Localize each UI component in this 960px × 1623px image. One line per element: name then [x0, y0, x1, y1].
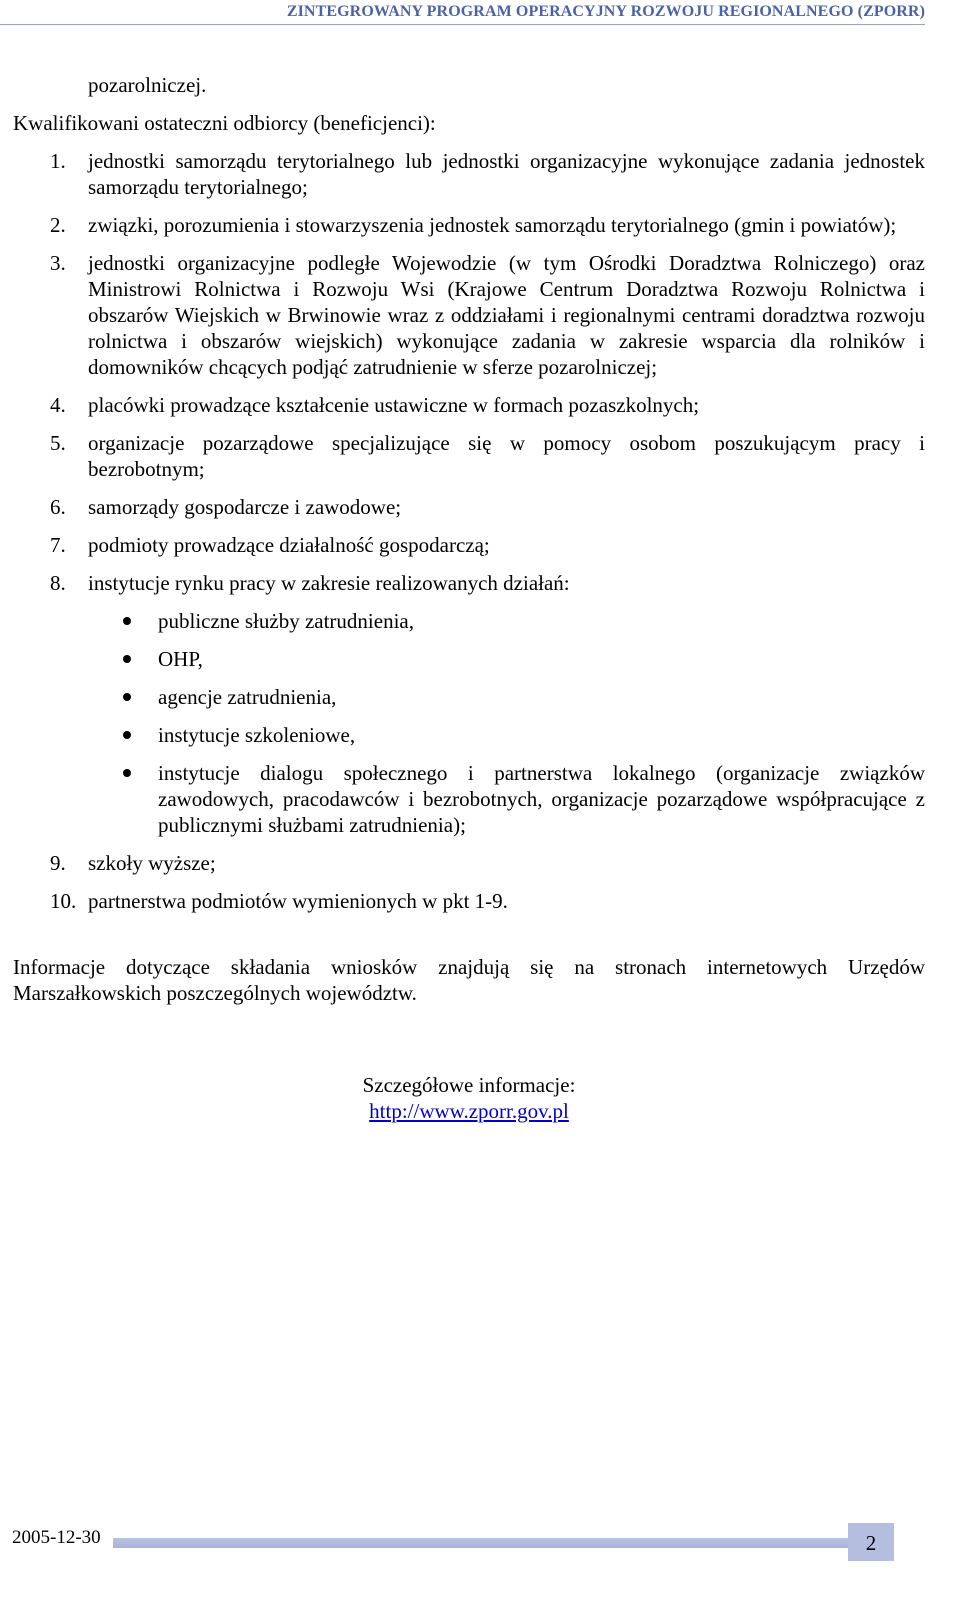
item-text: organizacje pozarządowe specjalizujące się w pomocy osobom poszukującym pracy i bezrobotnym;: [88, 431, 925, 481]
item-text: związki, porozumienia i stowarzyszenia jednostek samorządu terytorialnego (gmin i powiatów);: [88, 213, 897, 237]
item-text: jednostki samorządu terytorialnego lub jednostki organizacyjne wykonujące zadania jednostek samorządu terytorialnego;: [88, 149, 925, 199]
header-title: ZINTEGROWANY PROGRAM OPERACYJNY ROZWOJU REGIONALNEGO (ZPORR): [286, 3, 925, 20]
bullet-icon: [123, 769, 131, 777]
bullet-icon: [123, 731, 131, 739]
item-number: 2.: [50, 213, 66, 237]
intro-heading: Kwalifikowani ostateczni odbiorcy (beneficjenci):: [13, 111, 436, 135]
beneficiaries-list: [13, 148, 925, 914]
item-number: 5.: [50, 431, 66, 455]
list-item: [13, 888, 925, 914]
list-item: [13, 850, 925, 876]
footer-bar: [113, 1538, 848, 1548]
item-number: 6.: [50, 495, 66, 519]
item-text: jednostki organizacyjne podległe Wojewodzie (w tym Ośrodki Doradztwa Rolniczego) oraz Ministrowi Rolnictwa i Rozwoju Wsi (Krajowe Centrum Doradztwa Rozwoju Rolnictwa i obszarów Wiejskich w Brwinowie wraz z oddziałami i regionalnymi centrami doradztwa rozwoju rolnictwa i obszarów wiejskich) wykonujące zadania w zakresie wsparcia dla rolników i domowników chcących podjąć zatrudnienie w sferze pozarolniczej;: [88, 251, 925, 379]
continued-text: pozarolniczej.: [88, 73, 207, 97]
page-header: [0, 0, 960, 28]
item-number: 7.: [50, 533, 66, 557]
item-number: 4.: [50, 393, 66, 417]
page-footer: [0, 1522, 960, 1566]
item-text: instytucje rynku pracy w zakresie realizowanych działań:: [88, 571, 570, 595]
item-text: samorządy gospodarcze i zawodowe;: [88, 495, 402, 519]
list-item: [13, 392, 925, 418]
bullet-item: [88, 608, 925, 634]
item-text: podmioty prowadzące działalność gospodarczą;: [88, 533, 490, 557]
item-number: 1.: [50, 149, 66, 173]
document-body: [13, 72, 925, 1124]
bullet-icon: [123, 655, 131, 663]
item-text: placówki prowadzące kształcenie ustawiczne w formach pozaszkolnych;: [88, 393, 700, 417]
page-number-box: [848, 1523, 894, 1561]
bullet-item: [88, 684, 925, 710]
bullet-text: agencje zatrudnienia,: [158, 685, 337, 709]
list-item: [13, 250, 925, 380]
item-number: 3.: [50, 251, 66, 275]
bullet-icon: [123, 693, 131, 701]
item-text: szkoły wyższe;: [88, 851, 216, 875]
bullet-item: [88, 646, 925, 672]
list-item: [13, 430, 925, 482]
list-item: [13, 212, 925, 238]
item-number: 8.: [50, 571, 66, 595]
bullet-item: [88, 722, 925, 748]
item-number: 10.: [50, 889, 77, 913]
list-item: [13, 494, 925, 520]
item-text: partnerstwa podmiotów wymienionych w pkt 1-9.: [88, 889, 508, 913]
closing-paragraph: Informacje dotyczące składania wniosków znajdują się na stronach internetowych Urzędów Marszałkowskich poszczególnych województw.: [13, 955, 925, 1005]
list-item: [13, 570, 925, 838]
list-item: [13, 532, 925, 558]
zporr-website-link[interactable]: http://www.zporr.gov.pl: [369, 1099, 569, 1123]
labor-market-institutions-list: [88, 608, 925, 838]
more-info-block: [13, 1072, 925, 1124]
bullet-icon: [123, 617, 131, 625]
bullet-item: [88, 760, 925, 838]
page-number: 2: [865, 1531, 877, 1555]
footer-date: 2005-12-30: [12, 1527, 101, 1548]
bullet-text: publiczne służby zatrudnienia,: [158, 609, 414, 633]
item-number: 9.: [50, 851, 66, 875]
list-item: [13, 148, 925, 200]
bullet-text: instytucje szkoleniowe,: [158, 723, 356, 747]
bullet-text: instytucje dialogu społecznego i partnerstwa lokalnego (organizacje związków zawodowych, pracodawców i bezrobotnych, organizacje pozarządowe współpracujące z publicznymi służbami zatrudnienia);: [158, 761, 925, 837]
more-info-label: Szczegółowe informacje:: [362, 1073, 576, 1097]
header-rule: [0, 24, 925, 25]
bullet-text: OHP,: [158, 647, 203, 671]
